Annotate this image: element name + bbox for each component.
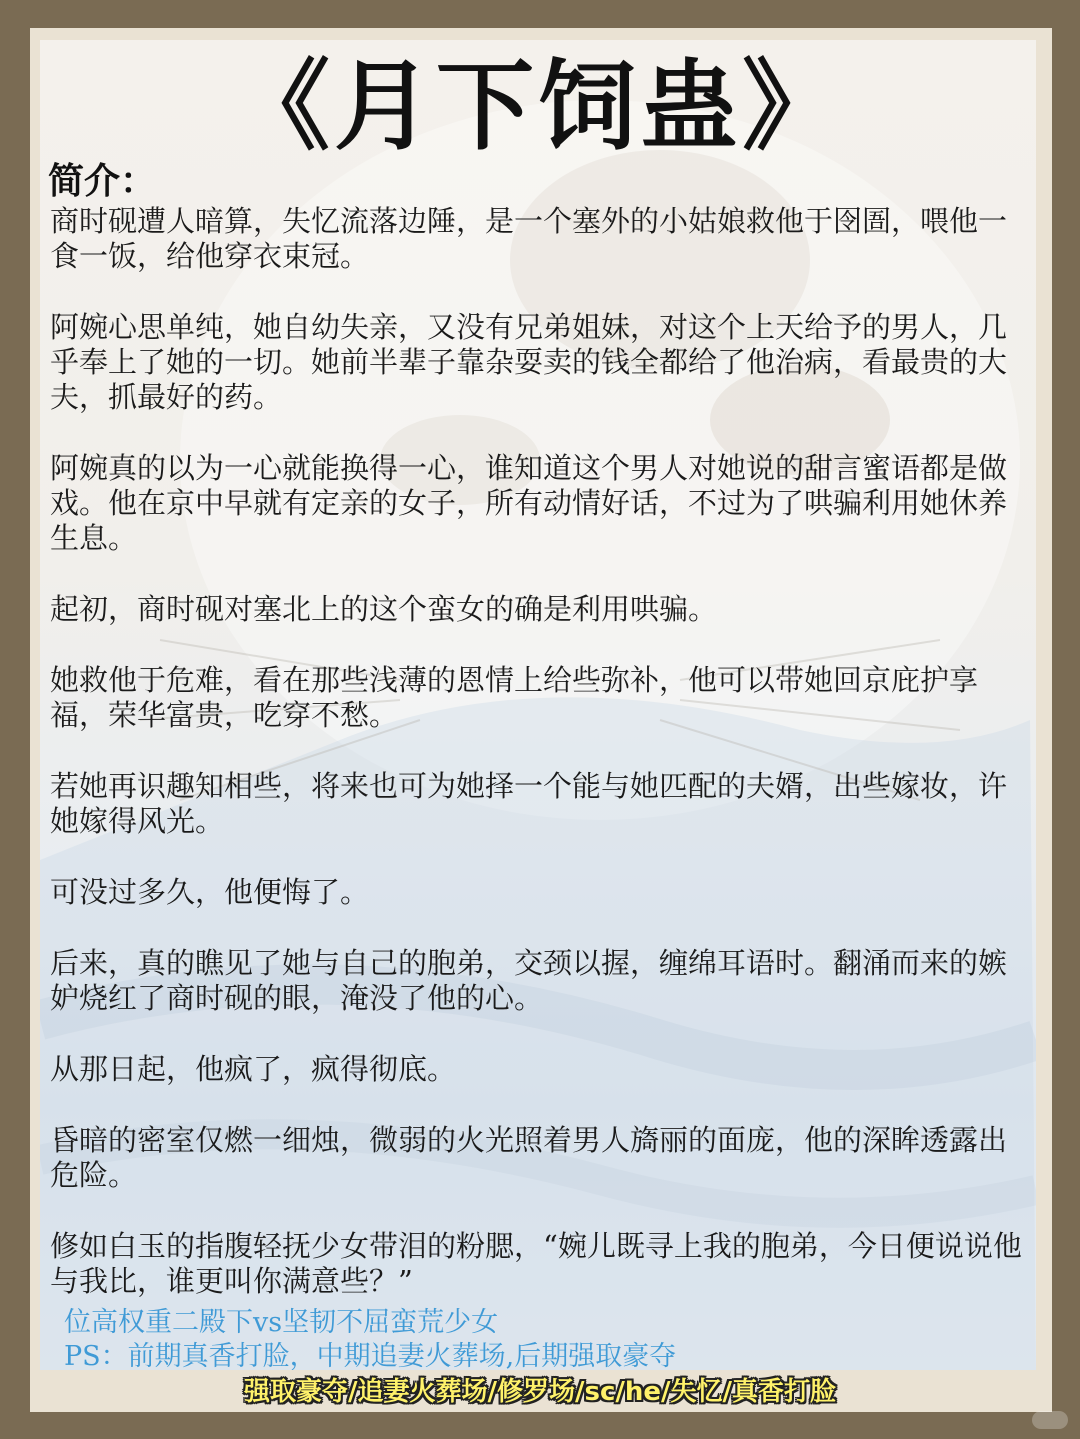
synopsis-paragraph: 可没过多久，他便悔了。 [50, 875, 370, 909]
content-card [40, 40, 1036, 1370]
page-title: 《月下饲蛊》 [231, 50, 844, 164]
synopsis-paragraph: 后来，真的瞧见了她与自己的胞弟，交颈以握，缠绵耳语时。翻涌而来的嫉妒烧红了商时砚的眼，淹没了他的心。 [50, 946, 1008, 1015]
hashtag-banner: 强取豪夺/追妻火葬场/修罗场/sc/he/失忆/真香打脸 [243, 1377, 836, 1407]
synopsis-paragraph: 昏暗的密室仅燃一细烛，微弱的火光照着男人旖丽的面庞，他的深眸透露出危险。 [50, 1123, 1008, 1192]
watermark-badge [1032, 1411, 1068, 1429]
synopsis-paragraph: 阿婉心思单纯，她自幼失亲，又没有兄弟姐妹，对这个上天给予的男人，几乎奉上了她的一切。她前半辈子靠杂耍卖的钱全都给了他治病，看最贵的大夫，抓最好的药。 [50, 310, 1008, 414]
tagline: 位高权重二殿下vs坚韧不屈蛮荒少女 [64, 1307, 499, 1338]
synopsis-paragraph: 她救他于危难，看在那些浅薄的恩情上给些弥补，他可以带她回京庇护享福，荣华富贵，吃穿不愁。 [50, 663, 979, 732]
highlight-tags [64, 1306, 1024, 1370]
synopsis-paragraph: 阿婉真的以为一心就能换得一心，谁知道这个男人对她说的甜言蜜语都是做戏。他在京中早就有定亲的女子，所有动情好话，不过为了哄骗利用她休养生息。 [50, 451, 1008, 555]
synopsis-paragraph: 起初，商时砚对塞北上的这个蛮女的确是利用哄骗。 [50, 592, 718, 626]
ps-line: PS：前期真香打脸，中期追妻火葬场,后期强取豪夺 [64, 1341, 677, 1370]
synopsis-paragraph: 若她再识趣知相些，将来也可为她择一个能与她匹配的夫婿，出些嫁妆，许她嫁得风光。 [50, 769, 1008, 838]
intro-heading: 简介： [48, 161, 157, 202]
synopsis-body [50, 204, 1030, 1335]
synopsis-paragraph: 商时砚遭人暗算，失忆流落边陲，是一个塞外的小姑娘救他于囹圄，喂他一食一饭，给他穿衣束冠。 [50, 204, 1008, 273]
synopsis-paragraph: 修如白玉的指腹轻抚少女带泪的粉腮，“婉儿既寻上我的胞弟，今日便说说他与我比，谁更叫你满意些？” [50, 1229, 1022, 1298]
synopsis-paragraph: 从那日起，他疯了，疯得彻底。 [50, 1052, 457, 1086]
